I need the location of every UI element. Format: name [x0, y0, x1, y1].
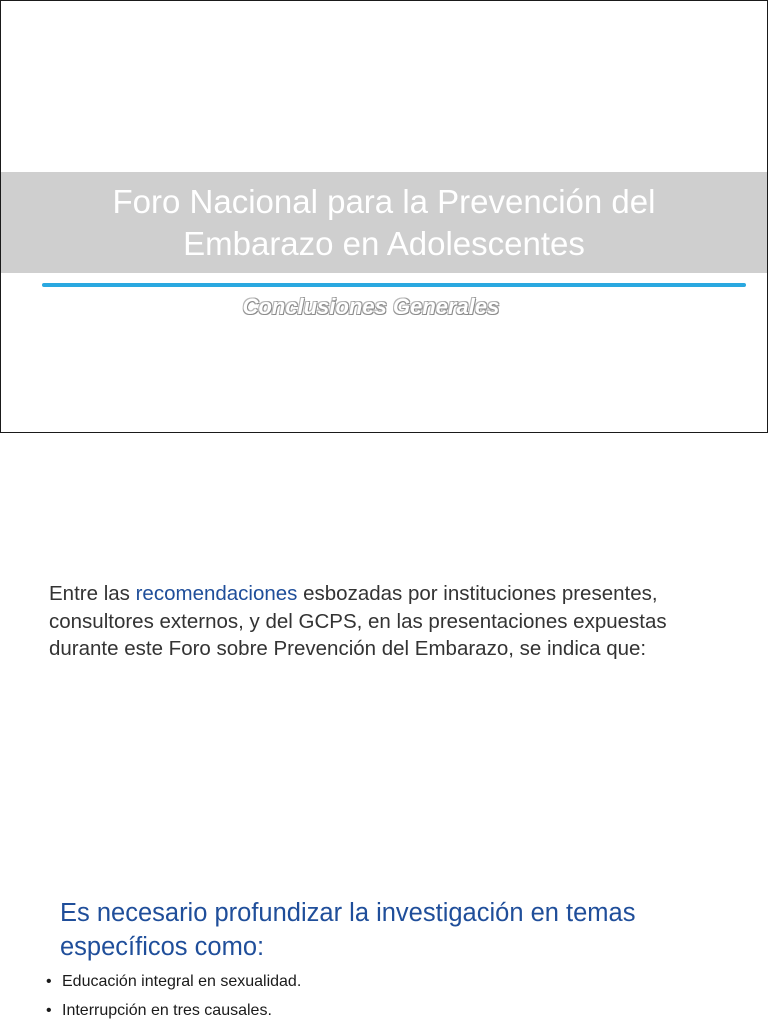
- intro-text-start: Entre las: [49, 582, 136, 605]
- bullet-icon: •: [46, 973, 52, 990]
- list-item: [46, 972, 726, 992]
- title-slide: [0, 0, 768, 433]
- topic-list: [46, 972, 726, 1030]
- intro-text-end: esbozadas por instituciones presentes, consultores externos, y del GCPS, en las presentaciones expuestas durante este Foro sobre Prevención del Embarazo, se indica que:: [49, 582, 667, 660]
- intro-paragraph: [49, 580, 709, 663]
- bullet-icon: •: [46, 1002, 52, 1019]
- slide-title-line-2: Embarazo en Adolescentes: [183, 224, 585, 262]
- section-heading: Es necesario profundizar la investigación en temas específicos como:: [60, 899, 636, 961]
- list-item-text: Educación integral en sexualidad.: [62, 973, 302, 990]
- slide-title-line-1: Foro Nacional para la Prevención del: [112, 182, 656, 220]
- accent-divider-line: [42, 283, 746, 287]
- title-band: [1, 172, 767, 273]
- slide-title: [113, 181, 656, 265]
- slide-subtitle: Conclusiones Generales: [242, 294, 500, 319]
- list-item: [46, 1001, 726, 1021]
- list-item-text: Interrupción en tres causales.: [62, 1002, 272, 1019]
- intro-highlight-word: recomendaciones: [135, 582, 298, 605]
